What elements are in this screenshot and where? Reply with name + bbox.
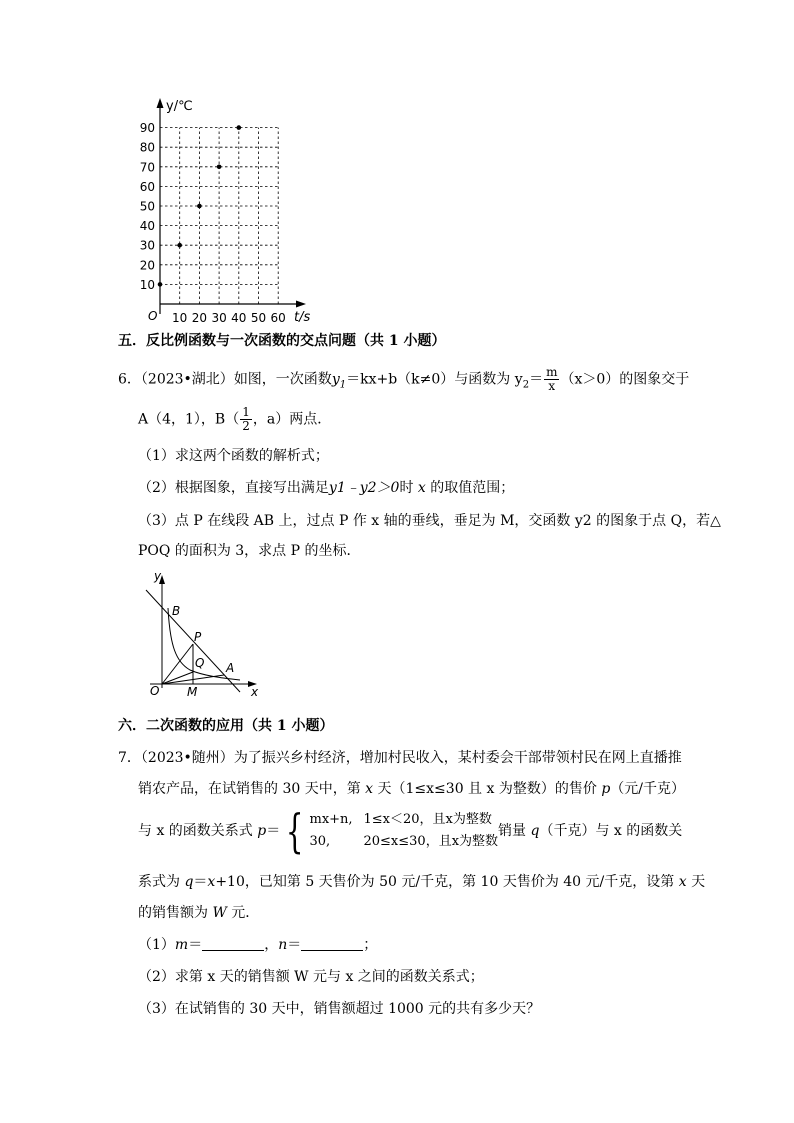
y-tick-label: 40 <box>139 219 155 234</box>
fig-label-m: M <box>187 685 198 699</box>
q7-line-3: 与 x 的函数关系式 p＝ { mx+n, 1≤x＜20，且x为整数 30, 20≤x≤30，且x为整数 销量 q（千克）与 x 的函数关 <box>138 804 683 858</box>
q7-line-4: 系式为 q＝x+10，已知第 5 天售价为 50 元/千克，第 10 天售价为 40 元/千克，设第 x 天 <box>138 874 706 890</box>
q6-point-a: A（4，1），B（ <box>138 411 240 428</box>
q6-y2: y <box>514 371 523 388</box>
x-axis-arrow <box>296 301 306 308</box>
x-tick-label: 20 <box>191 311 208 325</box>
chart-grid <box>160 128 278 304</box>
q7-part-2: （2）求第 x 天的销售额 W 元与 x 之间的函数关系式； <box>138 969 484 985</box>
y-axis-arrow <box>157 98 164 108</box>
q6-point-b: ，a）两点． <box>252 411 332 428</box>
x-tick-label: 10 <box>172 311 188 325</box>
q6-line-2 <box>138 406 331 433</box>
q6-condition: （x＞0） <box>560 371 620 388</box>
answer-blank-n[interactable] <box>301 936 363 951</box>
x-tick-labels <box>172 311 286 325</box>
q7-line-2: 销农产品，在试销售的 30 天中，第 x 天（1≤x≤30 且 x 为整数）的售价 p（元/千克） <box>138 781 685 797</box>
q6-text: 如图，一次函数 <box>233 371 332 388</box>
y-tick-label: 90 <box>139 121 155 136</box>
q6-fraction-half: $\frac{1}{2}$ <box>242 405 250 433</box>
y-tick-label: 30 <box>139 238 155 253</box>
origin-label: O <box>148 309 158 323</box>
q6-eq1: ＝kx+b（k≠0） <box>346 371 455 388</box>
q6-line-1 <box>118 366 689 395</box>
y-tick-label: 80 <box>139 140 155 155</box>
y-axis-label: y/℃ <box>166 99 193 114</box>
q7-part-3: （3）在试销售的 30 天中，销售额超过 1000 元的共有多少天？ <box>138 1001 541 1017</box>
x-axis-label: t/s <box>294 310 311 325</box>
q7-part-1: （1）m＝ ，n＝ ； <box>138 937 378 953</box>
answer-blank-m[interactable] <box>202 936 264 951</box>
q7-line-5: 的销售额为 W 元． <box>138 905 260 921</box>
data-point <box>217 165 222 170</box>
q6-part-2: （2）根据图象，直接写出满足y1﹣y2＞0时 x 的取值范围； <box>138 480 515 496</box>
x-tick-label: 50 <box>250 311 267 325</box>
q7-line-1: 7．（2023•随州）为了振兴乡村经济，增加村民收入，某村委会干部带领村民在网上直播推 <box>118 750 682 766</box>
x-tick-label: 60 <box>270 311 286 325</box>
data-point <box>158 282 163 287</box>
data-point <box>177 243 182 248</box>
piecewise-cases: mx+n, 1≤x＜20，且x为整数 30, 20≤x≤30，且x为整数 <box>309 812 499 849</box>
y-tick-label: 60 <box>139 179 155 194</box>
q6-y1-sub: 1 <box>339 379 347 391</box>
fig-label-x: x <box>251 685 259 699</box>
y-tick-label: 50 <box>139 199 155 214</box>
fig-label-p: P <box>194 630 202 644</box>
y-tick-label: 10 <box>139 277 155 292</box>
q6-y1: y <box>331 371 340 388</box>
data-point <box>237 125 242 130</box>
q6-text2: 与函数为 <box>454 371 511 388</box>
q6-text3: 的图象交于 <box>619 371 690 388</box>
q6-number: 6． <box>118 371 141 388</box>
piecewise-brace: { <box>286 804 304 858</box>
x-tick-label: 40 <box>231 311 247 325</box>
fig-label-q: Q <box>195 656 205 670</box>
q6-source: （2023•湖北） <box>140 371 234 388</box>
fig-label-a: A <box>226 661 235 675</box>
data-point <box>197 204 202 209</box>
y-tick-labels <box>140 121 155 292</box>
q6-figure <box>132 566 268 700</box>
x-tick-label: 30 <box>211 311 227 325</box>
q6-part-1: （1）求这两个函数的解析式； <box>138 448 329 464</box>
q6-fraction-m-x: $\frac{m}{x}$ <box>546 365 558 393</box>
fig-label-o: O <box>150 684 160 698</box>
fig-label-y: y <box>154 569 162 583</box>
y-tick-label: 20 <box>139 258 155 273</box>
temperature-time-chart <box>130 92 320 328</box>
section-5-heading: 五．反比例函数与一次函数的交点问题（共 1 小题） <box>118 333 446 349</box>
q6-y2-sub: 2 <box>522 379 530 391</box>
section-6-heading: 六．二次函数的应用（共 1 小题） <box>118 718 334 734</box>
q6-part-3-line-2: POQ 的面积为 3，求点 P 的坐标． <box>138 543 361 559</box>
fig-label-b: B <box>172 604 181 618</box>
q6-eq2: ＝ <box>529 371 544 388</box>
y-tick-label: 70 <box>139 160 155 175</box>
q6-part-3-line-1: （3）点 P 在线段 AB 上，过点 P 作 x 轴的垂线，垂足为 M，交函数 y2 的图象于点 Q，若△ <box>138 513 721 529</box>
